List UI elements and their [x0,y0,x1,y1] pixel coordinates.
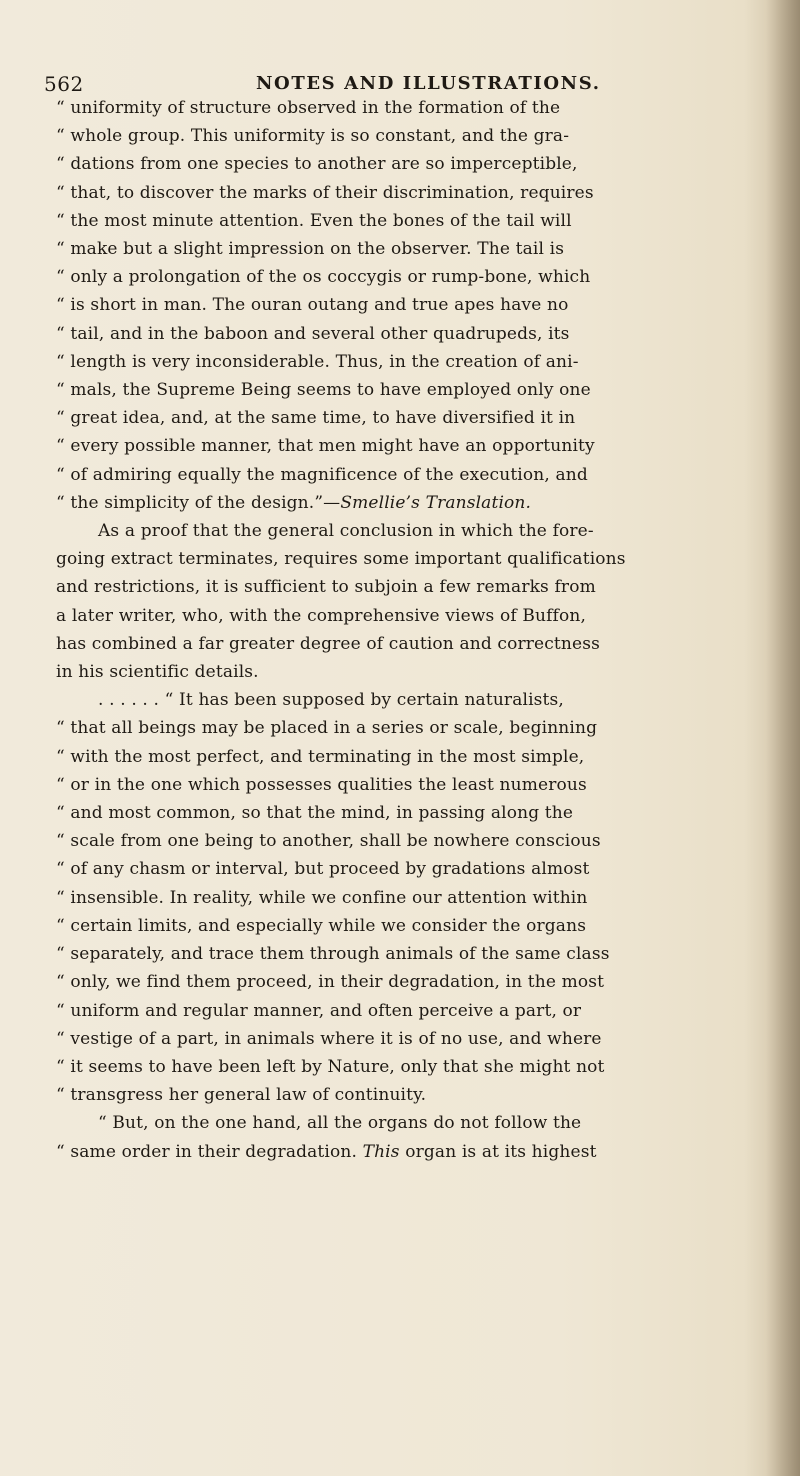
final-line-ending: organ is at its highest [399,1141,597,1162]
text-line: “ tail, and in the baboon and several other quadrupeds, its [56,323,570,344]
paragraph-start-line: As a proof that the general conclusion in which the fore- [98,521,594,542]
text-line: in his scientific details. [56,662,259,683]
quote-start-line: . . . . . . “ It has been supposed by certain naturalists, [98,690,564,711]
text-line: “ certain limits, and especially while we consider the organs [56,915,587,936]
text-line: “ make but a slight impression on the observer. The tail is [56,239,565,260]
text-line: “ of admiring equally the magnificence of the execution, and [56,464,588,485]
text-line: “ mals, the Supreme Being seems to have employed only one [56,380,591,401]
text-line: “ of any chasm or interval, but proceed by gradations almost [56,859,590,880]
text-line: “ that all beings may be placed in a series or scale, beginning [56,718,598,739]
text-line: “ every possible manner, that men might have an opportunity [56,436,595,457]
text-line: “ separately, and trace them through animals of the same class [56,944,610,965]
page-edge-shadow [766,0,800,1476]
citation-line [56,489,740,517]
text-line: “ great idea, and, at the same time, to have diversified it in [56,408,576,429]
text-line: and restrictions, it is sufficient to subjoin a few remarks from [56,577,596,598]
text-line: “ whole group. This uniformity is so constant, and the gra- [56,126,570,147]
text-line: “ uniformity of structure observed in the formation of the [56,98,561,118]
text-line: “ insensible. In reality, while we confine our attention within [56,887,588,908]
text-line: “ and most common, so that the mind, in passing along the [56,803,574,824]
page-number: 562 [44,72,84,96]
text-line: “ transgress her general law of continuity. [56,1085,427,1106]
final-line [56,1138,740,1166]
text-line: “ with the most perfect, and terminating in the most simple, [56,746,585,767]
text-line: “ or in the one which possesses qualities the least numerous [56,774,587,795]
running-head: NOTES AND ILLUSTRATIONS. [256,73,601,94]
emphasis-word: This [362,1141,400,1162]
text-line: has combined a far greater degree of caution and correctness [56,633,600,654]
text-line: “ vestige of a part, in animals where it is of no use, and where [56,1028,602,1049]
text-line: “ the most minute attention. Even the bones of the tail will [56,210,572,231]
text-line: “ is short in man. The ouran outang and true apes have no [56,295,569,316]
text-line: “ only, we find them proceed, in their degradation, in the most [56,972,605,993]
text-line: “ it seems to have been left by Nature, only that she might not [56,1056,605,1077]
text-line: a later writer, who, with the comprehensive views of Buffon, [56,605,587,626]
translation-citation: Smellie’s Translation. [340,492,532,513]
text-line: “ scale from one being to another, shall be nowhere conscious [56,831,601,852]
text-line: going extract terminates, requires some important qualifications [56,549,626,570]
final-line-text: “ same order in their degradation. [56,1141,363,1162]
text-line: “ uniform and regular manner, and often perceive a part, or [56,1000,582,1021]
text-line: “ that, to discover the marks of their discrimination, requires [56,182,594,203]
text-line: “ only a prolongation of the os coccygis or rump-bone, which [56,267,591,288]
paragraph-start-line: “ But, on the one hand, all the organs do not follow the [98,1113,582,1134]
text-line: “ length is very inconsiderable. Thus, in the creation of ani- [56,351,579,372]
body-text [56,94,740,1166]
text-line: “ dations from one species to another are so imperceptible, [56,154,578,175]
citation-text: “ the simplicity of the design.”— [56,492,341,513]
